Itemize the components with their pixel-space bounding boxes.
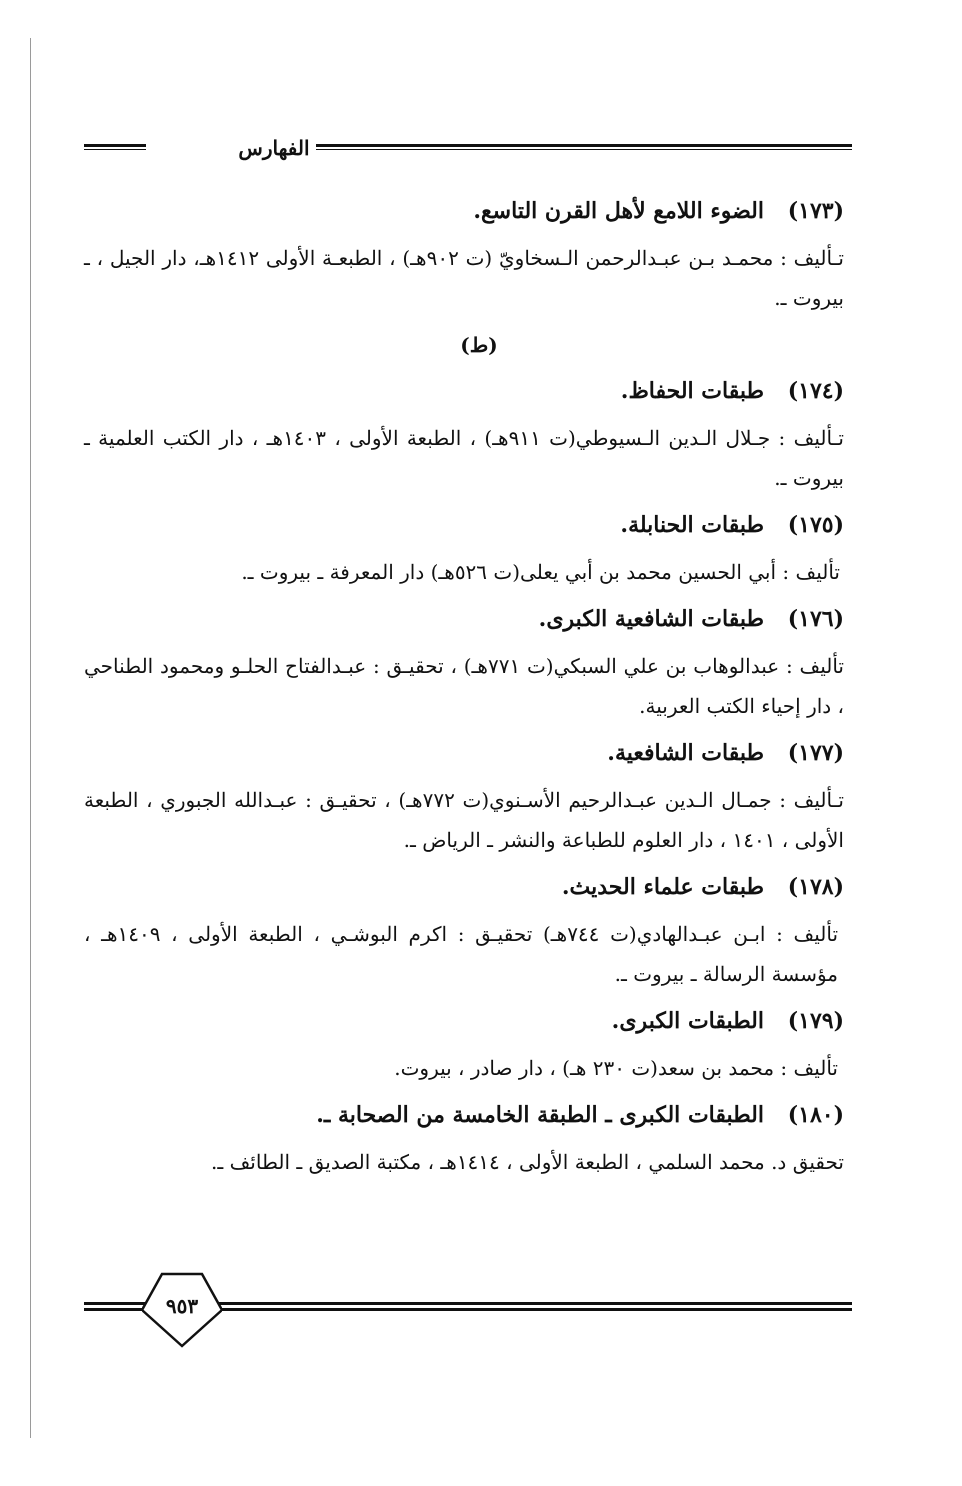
entry-details: تأليف : عبدالوهاب بن علي السبكي(ت ٧٧١هـ) ، تحقيـق : عبـدالفتاح الحلـو ومحمود الطناحي ، دار إحياء الكتب العربية. bbox=[84, 654, 844, 718]
entry-title: طبقات الحنابلة. bbox=[620, 512, 764, 538]
header-rule-right bbox=[316, 144, 852, 150]
entry-details: تحقيق د. محمد السلمي ، الطبعة الأولى ، ١٤١٤هـ ، مكتبة الصديق ـ الطائف ـ. bbox=[211, 1150, 844, 1174]
entry-heading bbox=[84, 1100, 844, 1130]
entry-number: (١٧٤) bbox=[787, 378, 844, 404]
entry-heading bbox=[84, 1006, 844, 1036]
index-entry-179 bbox=[84, 1006, 844, 1088]
index-entry-178 bbox=[84, 872, 844, 994]
index-entry-174 bbox=[84, 376, 844, 498]
entry-number: (١٧٩) bbox=[787, 1008, 844, 1034]
index-entry-177 bbox=[84, 738, 844, 860]
index-entry-180 bbox=[84, 1100, 844, 1182]
entry-heading bbox=[84, 376, 844, 406]
entry-number: (١٨٠) bbox=[787, 1102, 844, 1128]
entry-title: طبقات الشافعية الكبرى. bbox=[538, 606, 764, 632]
page-number: ٩٥٣ bbox=[165, 1294, 199, 1318]
entry-details: تـأليف : جـلال الـدين الـسيوطي(ت ٩١١هـ) ، الطبعة الأولى ، ١٤٠٣هـ ، دار الكتب العلمية ـ بيروت ـ. bbox=[84, 426, 844, 490]
index-entry-173 bbox=[84, 196, 844, 318]
entry-number: (١٧٣) bbox=[787, 198, 844, 224]
entry-details: تأليف : أبي الحسين محمد بن أبي يعلى(ت ٥٢٦هـ) دار المعرفة ـ بيروت ـ. bbox=[241, 560, 840, 584]
entry-title: الطبقات الكبرى ـ الطبقة الخامسة من الصحابة ـ. bbox=[316, 1102, 764, 1128]
entry-heading bbox=[84, 738, 844, 768]
entry-heading bbox=[84, 196, 844, 226]
entry-number: (١٧٧) bbox=[787, 740, 844, 766]
entry-heading bbox=[84, 510, 844, 540]
entry-details: تأليف : محمد بن سعد(ت ٢٣٠ هـ) ، دار صادر ، بيروت. bbox=[394, 1056, 838, 1080]
entry-heading bbox=[84, 872, 844, 902]
page-margin-line bbox=[30, 38, 31, 1438]
footer-rule-right bbox=[204, 1302, 852, 1311]
entry-heading bbox=[84, 604, 844, 634]
page-footer bbox=[84, 1270, 852, 1350]
entry-details: تأليف : ابـن عبـدالهادي(ت ٧٤٤هـ) تحقيـق : اكرم البوشـي ، الطبعة الأولى ، ١٤٠٩هـ ، مؤسسة الرسالة ـ بيروت ـ. bbox=[84, 922, 839, 986]
index-entry-176 bbox=[84, 604, 844, 726]
entry-title: الطبقات الكبرى. bbox=[611, 1008, 764, 1034]
header-title: الفهارس bbox=[238, 136, 310, 160]
entry-details: تـأليف : محمـد بـن عبـدالرحمن الـسخاويّ (ت ٩٠٢هـ) ، الطبعـة الأولى ١٤١٢هـ، دار الجيل ، ـ بيروت ـ. bbox=[84, 246, 844, 310]
entry-number: (١٧٦) bbox=[787, 606, 844, 632]
entry-number: (١٧٨) bbox=[787, 874, 844, 900]
entry-title: طبقات الحفاظ. bbox=[620, 378, 764, 404]
index-content bbox=[84, 196, 844, 1194]
index-entry-175 bbox=[84, 510, 844, 592]
section-letter: (ط) bbox=[460, 333, 498, 357]
entry-title: الضوء اللامع لأهل القرن التاسع. bbox=[473, 198, 764, 224]
footer-rule-left bbox=[84, 1302, 146, 1311]
entry-details: تـأليف : جمـال الـدين عبـدالرحيم الأسـنوي(ت ٧٧٢هـ) ، تحقيـق : عبـدالله الجبوري ، الطبعة الأولى ، ١٤٠١ ، دار العلوم للطباعة والنشر ـ الرياض ـ. bbox=[84, 788, 844, 852]
entry-title: طبقات علماء الحديث. bbox=[561, 874, 764, 900]
entry-title: طبقات الشافعية. bbox=[607, 740, 764, 766]
running-header bbox=[84, 136, 852, 160]
entry-number: (١٧٥) bbox=[787, 512, 844, 538]
header-rule-left bbox=[84, 144, 146, 150]
